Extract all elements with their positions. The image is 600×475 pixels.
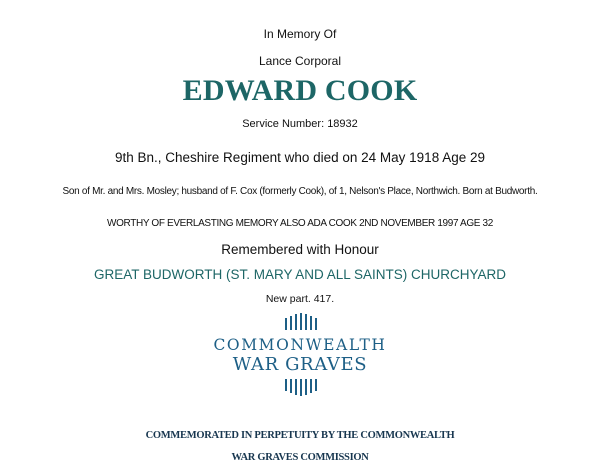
soldier-name: EDWARD COOK — [182, 74, 418, 107]
personal-inscription: WORTHY OF EVERLASTING MEMORY ALSO ADA COOK 2ND NOVEMBER 1997 AGE 32 — [107, 218, 493, 229]
footer-line-1: COMMEMORATED IN PERPETUITY BY THE COMMONWEALTH — [145, 430, 455, 441]
rank: Lance Corporal — [258, 54, 342, 68]
grave-reference: New part. 417. — [265, 293, 335, 305]
cemetery-name: GREAT BUDWORTH (ST. MARY AND ALL SAINTS) CHURCHYARD — [93, 267, 507, 282]
unit-and-death: 9th Bn., Cheshire Regiment who died on 24 May 1918 Age 29 — [115, 150, 485, 165]
service-number: Service Number: 18932 — [242, 118, 358, 130]
logo-line-1: COMMONWEALTH — [213, 336, 387, 354]
family-details: Son of Mr. and Mrs. Mosley; husband of F. Cox (formerly Cook), of 1, Nelson's Place, Northwich. Born at Budworth. — [62, 186, 538, 197]
memory-heading: In Memory Of — [263, 27, 337, 41]
remembered-with-honour: Remembered with Honour — [221, 242, 379, 257]
logo-line-2: WAR GRAVES — [232, 353, 368, 375]
grave-columns-icon-bottom — [0, 379, 600, 397]
footer-line-2: WAR GRAVES COMMISSION — [231, 452, 369, 463]
grave-columns-icon — [0, 313, 600, 331]
cwgc-logo — [0, 313, 600, 383]
